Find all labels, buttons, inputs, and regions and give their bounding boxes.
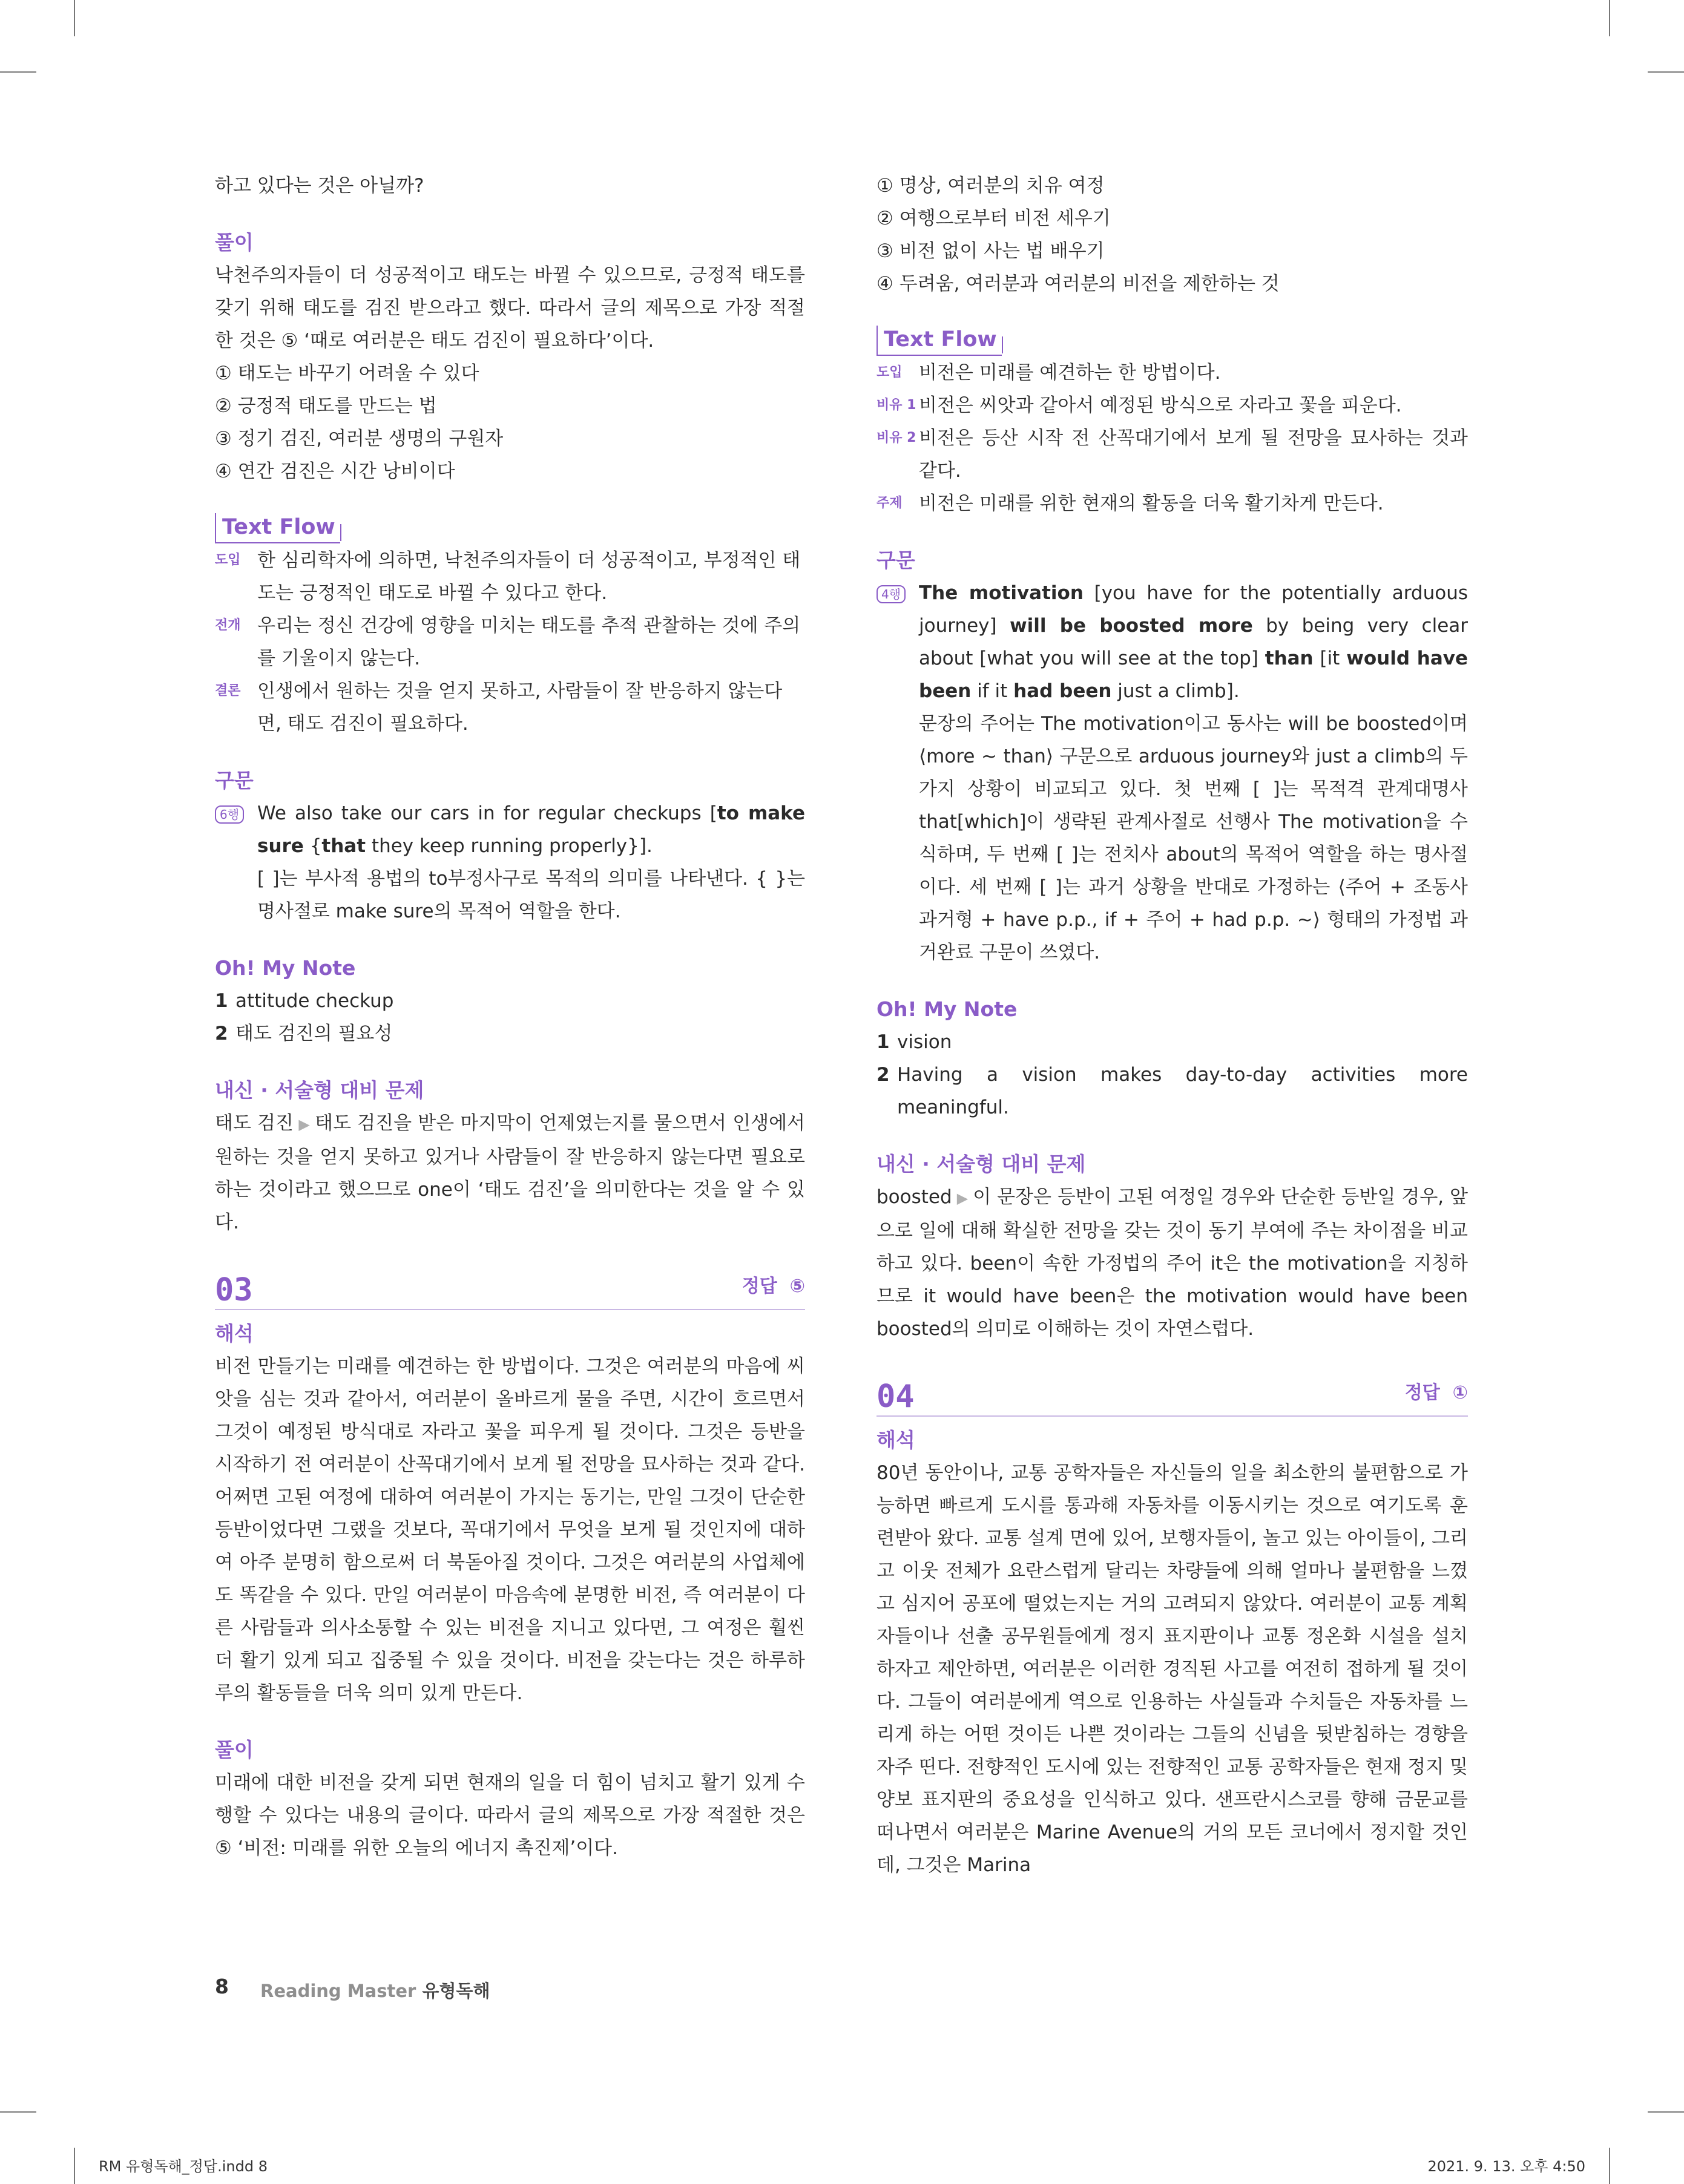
translation-text: 비전 만들기는 미래를 예견하는 한 방법이다. 그것은 여러분의 마음에 씨앗을 심는 것과 같아서, 여러분이 올바르게 물을 주면, 시간이 흐르면서 그것이 예정된 방식대로 자라고 꽃을 피우게 될 것이다. 그것은 등반을 시작하기 전 여러분이 산꼭대기에서 보게 될 전망을 묘사하는 것과 같다. 어쩌면 고된 여정에 대하여 여러분이 가지는 동기는, 만일 그것이 단순한 등반이었다면 그랬을 것보다, 꼭대기에서 무엇을 보게 될 것인지에 대하여 아주 분명히 함으로써 더 북돋아질 것이다. 그것은 여러분의 사업체에도 똑같을 수 있다. 만일 여러분이 마음속에 분명한 비전, 즉 여러분이 다른 사람들과 의사소통할 수 있는 비전을 지니고 있다면, 그 여정은 훨씬 더 활기 있게 되고 집중될 수 있을 것이다. 비전을 갖는다는 것은 하루하루의 활동들을 더욱 의미 있게 만든다.	[215, 1356, 805, 1704]
answer-label: 정답 ①	[1404, 1382, 1468, 1403]
text-flow-text: 비전은 미래를 예견하는 한 방법이다.	[919, 362, 1221, 384]
date-slug: 2021. 9. 13. 오후 4:50	[1427, 2158, 1585, 2175]
section-header	[215, 1261, 805, 1310]
text-flow-tag: 도입	[877, 365, 903, 380]
crop-mark	[74, 2148, 75, 2184]
crop-mark	[1648, 71, 1684, 73]
grammar-item	[877, 577, 1468, 969]
note-text: Having a vision makes day-to-day activities more meaningful.	[897, 1064, 1468, 1118]
text-flow-tag: 전개	[215, 618, 241, 633]
grammar-sentence: We also take our cars in for regular checkups [to make sure {that they keep running properly}].	[257, 802, 805, 857]
text-flow-label: Text Flow	[877, 326, 1002, 356]
crop-mark	[74, 0, 75, 36]
right-column	[877, 169, 1468, 1881]
text-flow-label: Text Flow	[215, 513, 340, 543]
text-flow-row	[215, 609, 805, 675]
text-flow-tag: 비유 2	[877, 430, 916, 445]
text-flow-text: 한 심리학자에 의하면, 낙천주의자들이 더 성공적이고, 부정적인 태도는 긍정적인 태도로 바뀔 수 있다고 한다.	[257, 549, 801, 604]
text-flow-tag: 주제	[877, 496, 903, 511]
left-column	[215, 169, 805, 1864]
crop-mark	[1609, 0, 1610, 36]
text-flow-row	[877, 422, 1468, 487]
pul-option: ① 태도는 바꾸기 어려울 수 있다	[215, 362, 479, 384]
continued-line: 하고 있다는 것은 아닐까?	[215, 175, 424, 197]
section-number: 04	[877, 1379, 915, 1415]
text-flow-tag: 도입	[215, 553, 241, 568]
book-title: Reading Master 유형독해	[260, 1981, 490, 2001]
section-header	[877, 1367, 1468, 1417]
exam-prep-text: 태도 검진 ▶ 태도 검진을 받은 마지막이 언제였는지를 물으면서 인생에서 원하는 것을 얻지 못하고 있거나 사람들이 잘 반응하지 않는다면 필요로 하는 것이라고 했으므로 one이 ‘태도 검진’을 의미한다는 것을 알 수 있다.	[215, 1112, 805, 1233]
page-number: 8	[215, 1975, 229, 1998]
text-flow-text: 비전은 미래를 위한 현재의 활동을 더욱 활기차게 만든다.	[919, 493, 1384, 514]
play-arrow-icon: ▶	[956, 1190, 969, 1207]
note-number: 2	[877, 1064, 890, 1086]
note-number: 1	[877, 1031, 890, 1053]
answer-option: ④ 두려움, 여러분과 여러분의 비전을 제한하는 것	[877, 273, 1280, 295]
note-item	[215, 1017, 805, 1050]
section-number: 03	[215, 1272, 253, 1308]
text-flow-row	[215, 675, 805, 740]
pul-heading: 풀이	[215, 231, 254, 254]
note-text: attitude checkup	[235, 990, 394, 1012]
pul-text: 낙천주의자들이 더 성공적이고 태도는 바뀔 수 있으므로, 긍정적 태도를 갖기 위해 태도를 검진 받으라고 했다. 따라서 글의 제목으로 가장 적절한 것은 ⑤ ‘때로 여러분은 태도 검진이 필요하다’이다.	[215, 264, 805, 352]
answer-label: 정답 ⑤	[742, 1276, 805, 1297]
translation-text: 80년 동안이나, 교통 공학자들은 자신들의 일을 최소한의 불편함으로 가능하면 빠르게 도시를 통과해 자동차를 이동시키는 것으로 여기도록 훈련받아 왔다. 교통 설계 면에 있어, 보행자들이, 놀고 있는 아이들이, 그리고 이웃 전체가 요란스럽게 달리는 차량들에 의해 얼마나 불편함을 느꼈고 심지어 공포에 떨었는지는 거의 고려되지 않았다. 여러분이 교통 계획자들이나 선출 공무원들에게 정지 표지판이나 교통 정온화 시설을 설치하자고 제안하면, 여러분은 이러한 경직된 사고를 여전히 접하게 될 것이다. 그들이 여러분에게 역으로 인용하는 사실들과 수치들은 자동차를 느리게 하는 어떤 것이든 나쁜 것이라는 그들의 신념을 뒷받침하는 경향을 자주 띤다. 전향적인 도시에 있는 전향적인 교통 공학자들은 현재 정지 및 양보 표지판의 중요성을 인식하고 있다. 샌프란시스코를 향해 금문교를 떠나면서 여러분은 Marine Avenue의 거의 모든 코너에서 정지할 것인데, 그것은 Marina	[877, 1462, 1468, 1876]
exam-prep-heading: 내신 · 서술형 대비 문제	[877, 1152, 1086, 1176]
pul-option: ② 긍정적 태도를 만드는 법	[215, 395, 437, 417]
play-arrow-icon: ▶	[298, 1116, 311, 1133]
file-slug: RM 유형독해_정답.indd 8	[99, 2158, 268, 2175]
text-flow-text: 우리는 정신 건강에 영향을 미치는 태도를 추적 관찰하는 것에 주의를 기울이지 않는다.	[257, 615, 801, 669]
note-text: vision	[897, 1031, 952, 1053]
exam-prep-heading: 내신 · 서술형 대비 문제	[215, 1078, 424, 1102]
pul-option: ③ 정기 검진, 여러분 생명의 구원자	[215, 428, 504, 450]
grammar-sentence: The motivation [you have for the potentially arduous journey] will be boosted more by being very clear about [what you will see at the top] than [it would have been if it had been just a climb].	[919, 582, 1469, 702]
line-number-tag: 6행	[215, 805, 244, 824]
crop-mark	[0, 2111, 36, 2113]
crop-mark	[1648, 2111, 1684, 2113]
text-flow-row	[877, 487, 1468, 520]
translation-heading: 해석	[215, 1322, 254, 1345]
note-item	[877, 1026, 1468, 1058]
pul-heading: 풀이	[215, 1738, 254, 1762]
note-item	[215, 985, 805, 1017]
pul-text: 미래에 대한 비전을 갖게 되면 현재의 일을 더 힘이 넘치고 활기 있게 수행할 수 있다는 내용의 글이다. 따라서 글의 제목으로 가장 적절한 것은 ⑤ ‘비전: 미래를 위한 오늘의 에너지 촉진제’이다.	[215, 1772, 805, 1859]
text-flow-text: 비전은 씨앗과 같아서 예정된 방식으로 자라고 꽃을 피운다.	[919, 395, 1402, 416]
note-heading: Oh! My Note	[877, 997, 1018, 1021]
note-number: 1	[215, 990, 228, 1012]
note-text: 태도 검진의 필요성	[235, 1023, 393, 1044]
answer-option: ③ 비전 없이 사는 법 배우기	[877, 240, 1105, 262]
exam-prep-text: boosted ▶ 이 문장은 등반이 고된 여정일 경우와 단순한 등반일 경우, 앞으로 일에 대해 확실한 전망을 갖는 것이 동기 부여에 주는 차이점을 비교하고 있다. been이 속한 가정법의 주어 it은 the motivation을 지칭하므로 it would have been은 the motivation would have been boosted의 의미로 이해하는 것이 자연스럽다.	[877, 1186, 1468, 1340]
text-flow-row	[215, 544, 805, 609]
note-item	[877, 1058, 1468, 1124]
text-flow-tag: 비유 1	[877, 398, 916, 413]
text-flow-row	[877, 356, 1468, 389]
text-flow-text: 인생에서 원하는 것을 얻지 못하고, 사람들이 잘 반응하지 않는다면, 태도 검진이 필요하다.	[257, 680, 783, 735]
translation-heading: 해석	[877, 1428, 915, 1452]
crop-mark	[0, 71, 36, 73]
answer-option: ① 명상, 여러분의 치유 여정	[877, 175, 1105, 197]
grammar-item	[215, 797, 805, 928]
grammar-heading: 구문	[877, 548, 915, 572]
note-number: 2	[215, 1023, 228, 1044]
grammar-explanation: [ ]는 부사적 용법의 to부정사구로 목적의 의미를 나타낸다. { }는 명사절로 make sure의 목적어 역할을 한다.	[257, 868, 805, 922]
grammar-explanation: 문장의 주어는 The motivation이고 동사는 will be boosted이며 ⟨more ~ than⟩ 구문으로 arduous journey와 just a climb의 두 가지 상황이 비교되고 있다. 첫 번째 [ ]는 목적격 관계대명사 that[which]이 생략된 관계사절로 선행사 The motivation을 수식하며, 두 번째 [ ]는 전치사 about의 목적어 역할을 하는 명사절이다. 세 번째 [ ]는 과거 상황을 반대로 가정하는 ⟨주어 + 조동사 과거형 + have p.p., if + 주어 + had p.p. ~⟩ 형태의 가정법 과거완료 구문이 쓰였다.	[919, 713, 1469, 963]
answer-option: ② 여행으로부터 비전 세우기	[877, 208, 1111, 229]
text-flow-row	[877, 389, 1468, 422]
text-flow-text: 비전은 등산 시작 전 산꼭대기에서 보게 될 전망을 묘사하는 것과 같다.	[919, 427, 1468, 482]
pul-option: ④ 연간 검진은 시간 낭비이다	[215, 461, 455, 482]
note-heading: Oh! My Note	[215, 956, 356, 980]
text-flow-tag: 결론	[215, 683, 241, 698]
line-number-tag: 4행	[877, 585, 906, 603]
grammar-heading: 구문	[215, 769, 254, 792]
crop-mark	[1609, 2148, 1610, 2184]
